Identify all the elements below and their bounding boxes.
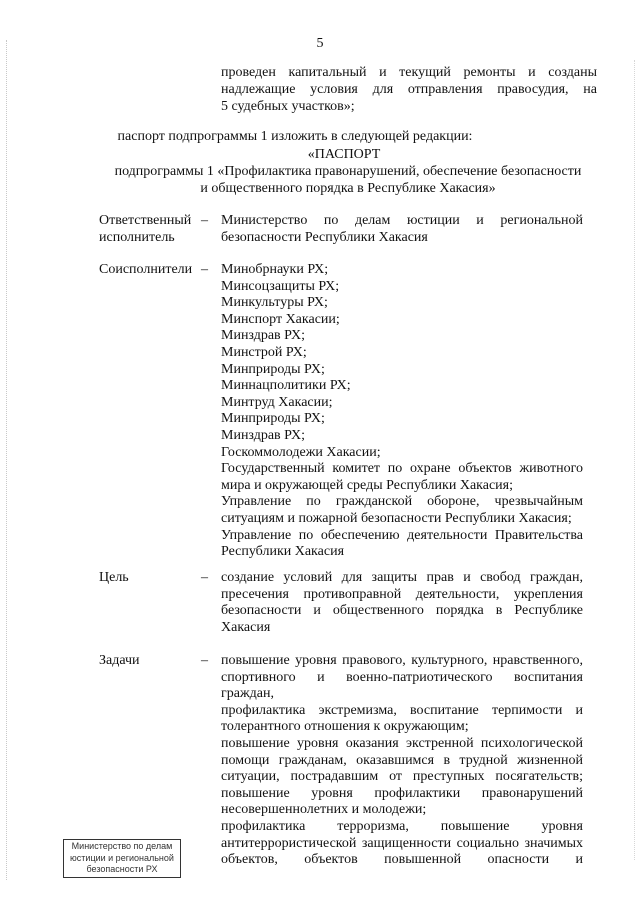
row-value-line: пресечения противоправной деятельности, укрепления bbox=[221, 586, 583, 602]
row-value-line: Минтруд Хакасии; bbox=[221, 394, 333, 410]
row-label-line: исполнитель bbox=[99, 229, 175, 245]
row-value-line: антитеррористической защищенности социально значимых bbox=[221, 835, 583, 851]
lead-line: 5 судебных участков»; bbox=[221, 99, 355, 114]
row-value-line: создание условий для защиты прав и свобод граждан, bbox=[221, 570, 583, 585]
row-value-line: повышение уровня профилактики правонарушений bbox=[221, 785, 583, 801]
row-value-line: мира и окружающей среды Республики Хакасия; bbox=[221, 477, 513, 493]
row-dash: – bbox=[201, 570, 208, 585]
lead-line: надлежащие условия для отправления правосудия, на bbox=[221, 82, 597, 97]
row-value-line: повышение уровня оказания экстренной психологической bbox=[221, 735, 583, 751]
row-value-line: Министерство по делам юстиции и региональной bbox=[221, 213, 583, 228]
row-dash: – bbox=[201, 213, 208, 228]
row-value-line: Управление по гражданской обороне, чрезвычайным bbox=[221, 494, 583, 510]
stamp-line: Министерство по делам bbox=[71, 841, 173, 851]
stamp-line: безопасности РХ bbox=[86, 864, 158, 874]
row-value-line: спортивного и военно-патриотического воспитания граждан, bbox=[221, 669, 583, 702]
ministry-stamp bbox=[63, 839, 181, 878]
stamp-line: юстиции и региональной bbox=[70, 852, 174, 863]
row-value-line: Минкультуры РХ; bbox=[221, 295, 328, 311]
row-value-line: Минздрав РХ; bbox=[221, 427, 305, 443]
row-dash: – bbox=[201, 653, 208, 668]
row-value-line: Минприроды РХ; bbox=[221, 361, 325, 377]
row-value-line: Минспорт Хакасии; bbox=[221, 311, 340, 327]
row-value bbox=[221, 213, 583, 246]
scan-edge-left bbox=[6, 40, 8, 880]
intro-line: паспорт подпрограммы 1 изложить в следующей редакции: bbox=[117, 129, 473, 144]
row-value-line: Хакасия bbox=[221, 619, 271, 635]
row-value-line: Минздрав РХ; bbox=[221, 328, 305, 344]
row-dash: – bbox=[201, 262, 208, 277]
row-value-line: Миннацполитики РХ; bbox=[221, 378, 351, 394]
row-value-line: безопасности Республики Хакасия bbox=[221, 229, 428, 245]
row-value-line: Минобрнауки РХ; bbox=[221, 262, 329, 277]
row-value-line: Управление по обеспечению деятельности Правительства bbox=[221, 527, 583, 543]
row-value-line: ситуации, пострадавшим от преступных посягательств; bbox=[221, 769, 583, 785]
passport-subtitle: подпрограммы 1 «Профилактика правонарушений, обеспечение безопасности bbox=[114, 164, 582, 179]
row-value-line: Государственный комитет по охране объектов животного bbox=[221, 461, 583, 477]
row-value-line: объектов, объектов повышенной опасности и bbox=[221, 852, 583, 868]
row-label: Цель bbox=[99, 570, 129, 585]
row-value-line: Госкоммолодежи Хакасии; bbox=[221, 444, 381, 460]
row-value-line: помощи гражданам, оказавшимся в трудной жизненной bbox=[221, 752, 583, 768]
row-value-line: толерантного отношения к окружающим; bbox=[221, 719, 469, 735]
row-value-line: повышение уровня правового, культурного, нравственного, bbox=[221, 653, 583, 668]
row-label: Задачи bbox=[99, 653, 140, 668]
passport-heading: «ПАСПОРТ bbox=[307, 147, 381, 162]
row-label bbox=[99, 213, 199, 246]
row-label: Соисполнители bbox=[99, 262, 193, 277]
row-value bbox=[221, 653, 583, 869]
row-value-line: Минстрой РХ; bbox=[221, 344, 307, 360]
row-value-line: профилактика терроризма, повышение уровня bbox=[221, 818, 583, 834]
row-value-line: ситуациям и пожарной безопасности Республики Хакасия; bbox=[221, 510, 572, 526]
row-value-line: Минсоцзащиты РХ; bbox=[221, 278, 340, 294]
page-number: 5 bbox=[316, 36, 324, 51]
row-value bbox=[221, 262, 583, 561]
row-value-line: Минприроды РХ; bbox=[221, 411, 325, 427]
lead-paragraph bbox=[221, 64, 597, 115]
row-label-line: Ответственный bbox=[99, 213, 192, 228]
row-value-line: профилактика экстремизма, воспитание терпимости и bbox=[221, 702, 583, 718]
row-value-line: Республики Хакасия bbox=[221, 544, 345, 560]
passport-subtitle: и общественного порядка в Республике Хакасия» bbox=[200, 181, 496, 196]
row-value-line: безопасности и общественного порядка в Республике bbox=[221, 603, 583, 619]
row-value bbox=[221, 570, 583, 636]
row-value-line: несовершеннолетних и молодежи; bbox=[221, 802, 427, 818]
lead-line: проведен капитальный и текущий ремонты и созданы bbox=[221, 65, 597, 80]
